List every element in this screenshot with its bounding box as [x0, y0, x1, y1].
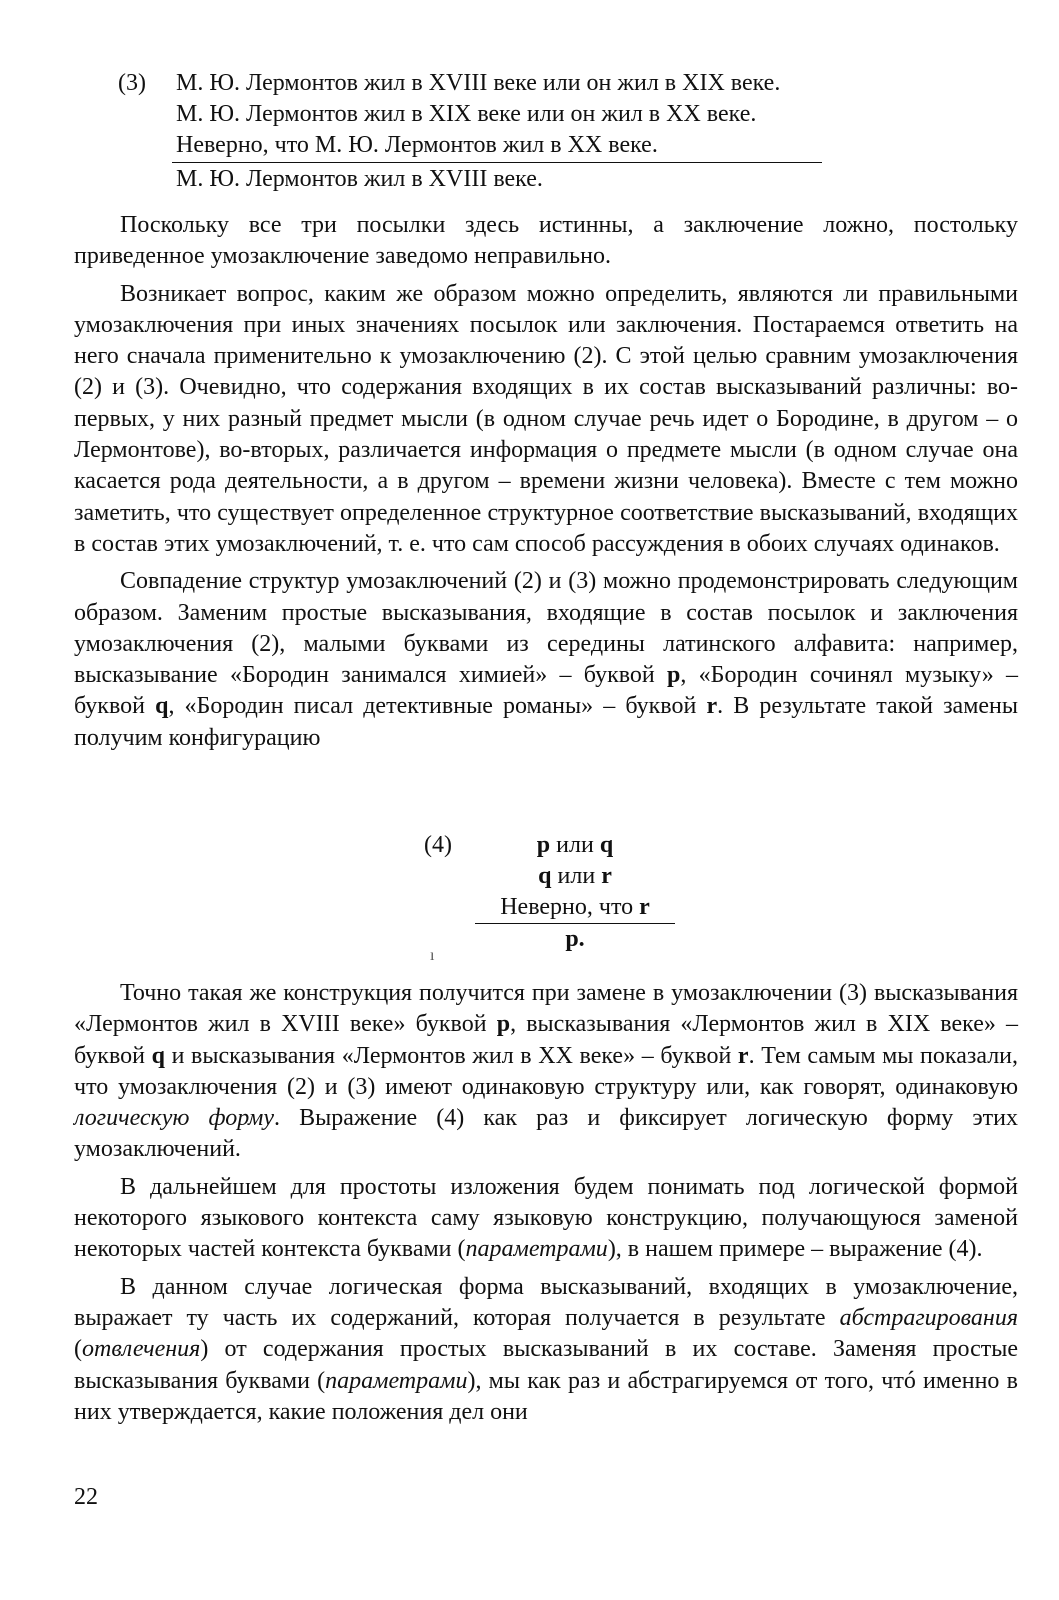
body-text-upper: [74, 210, 1018, 754]
formula-line-1: p или q: [536, 832, 614, 858]
variable-r: r: [706, 693, 718, 720]
body-text-lower: [74, 978, 1018, 1428]
paragraph: Совпадение структур умозаключений (2) и (3) можно продемонстрировать следующим образом. Заменим простые высказывания, входящие в состав посылок и заключения умозаключения (2), малыми буквами из середины латинского алфавита: например, высказывание «Бородин занимался химией» – буквой p, «Бородин сочинял музыку» – буквой q, «Бородин писал детективные романы» – буквой r. В результате такой замены получим конфигурацию: [74, 568, 1019, 751]
italic-term: параметрами: [465, 1236, 608, 1263]
variable-q: q: [155, 693, 169, 720]
inference-line: [172, 162, 822, 163]
formula-line-2: q или r: [538, 863, 612, 889]
premise-1: М. Ю. Лермонтов жил в XVIII веке или он жил в XIX веке.: [176, 70, 781, 96]
italic-term: отвлечения: [82, 1336, 201, 1363]
italic-term: параметрами: [325, 1367, 468, 1394]
paragraph: Точно такая же конструкция получится при замене в умозаключении (3) высказывания «Лермонтов жил в XVIII веке» буквой p, высказывания «Лермонтов жил в XIX веке» – буквой q и высказывания «Лермонтов жил в XX веке» – буквой r. Тем самым мы показали, что умозаключения (2) и (3) имеют одинаковую структуру или, как говорят, одинаковую логическую форму. Выражение (4) как раз и фиксирует логическую форму этих умозаключений.: [74, 980, 1019, 1163]
conclusion: М. Ю. Лермонтов жил в XVIII веке.: [176, 166, 543, 192]
formula-number: (4): [424, 832, 452, 858]
italic-term: абстрагирования: [839, 1304, 1018, 1331]
italic-term: логическую форму: [74, 1105, 274, 1132]
formula-4: [380, 826, 700, 966]
formula-conclusion: p.: [565, 926, 585, 952]
premise-2: М. Ю. Лермонтов жил в XIX веке или он жил в XX веке.: [176, 101, 757, 127]
paragraph: Возникает вопрос, каким же образом можно определить, являются ли правильными умозаключения при иных значениях посылок или заключения. Постараемся ответить на него сначала применительно к умозаключению (2). С этой целью сравним умозаключения (2) и (3). Очевидно, что содержания входящих в их состав высказываний различны: во-первых, у них разный предмет мысли (в одном случае речь идет о Бородине, в другом – о Лермонтове), во-вторых, различается информация о предмете мысли (в одном случае она касается рода деятельности, а в другом – времени жизни человека). Вместе с тем можно заметить, что существует определенное структурное соответствие высказываний, входящих в состав этих умозаключений, т. е. что сам способ рассуждения в обоих случаях одинаков.: [74, 280, 1018, 557]
premise-3: Неверно, что М. Ю. Лермонтов жил в XX веке.: [176, 132, 658, 158]
paragraph: Поскольку все три посылки здесь истинны, а заключение ложно, постольку приведенное умозаключение заведомо неправильно.: [74, 212, 1018, 270]
formula-line-3: Неверно, что r: [500, 894, 650, 920]
paragraph: В данном случае логическая форма высказываний, входящих в умозаключение, выражает ту часть их содержаний, которая получается в результате абстрагирования (отвлечения) от содержания простых высказываний в их составе. Заменяя простые высказывания буквами (параметрами), мы как раз и абстрагируемся от того, чтó именно в них утверждается, какие положения дел они: [74, 1273, 1018, 1425]
print-mark: ı: [430, 947, 435, 964]
variable-p: p: [667, 662, 681, 689]
syllogism-number: (3): [118, 70, 146, 96]
page-number: 22: [74, 1484, 98, 1510]
paragraph: В дальнейшем для простоты изложения будем понимать под логической формой некоторого языкового контекста саму языковую конструкцию, получающуюся заменой некоторых частей контекста буквами (параметрами), в нашем примере – выражение (4).: [74, 1173, 1018, 1263]
